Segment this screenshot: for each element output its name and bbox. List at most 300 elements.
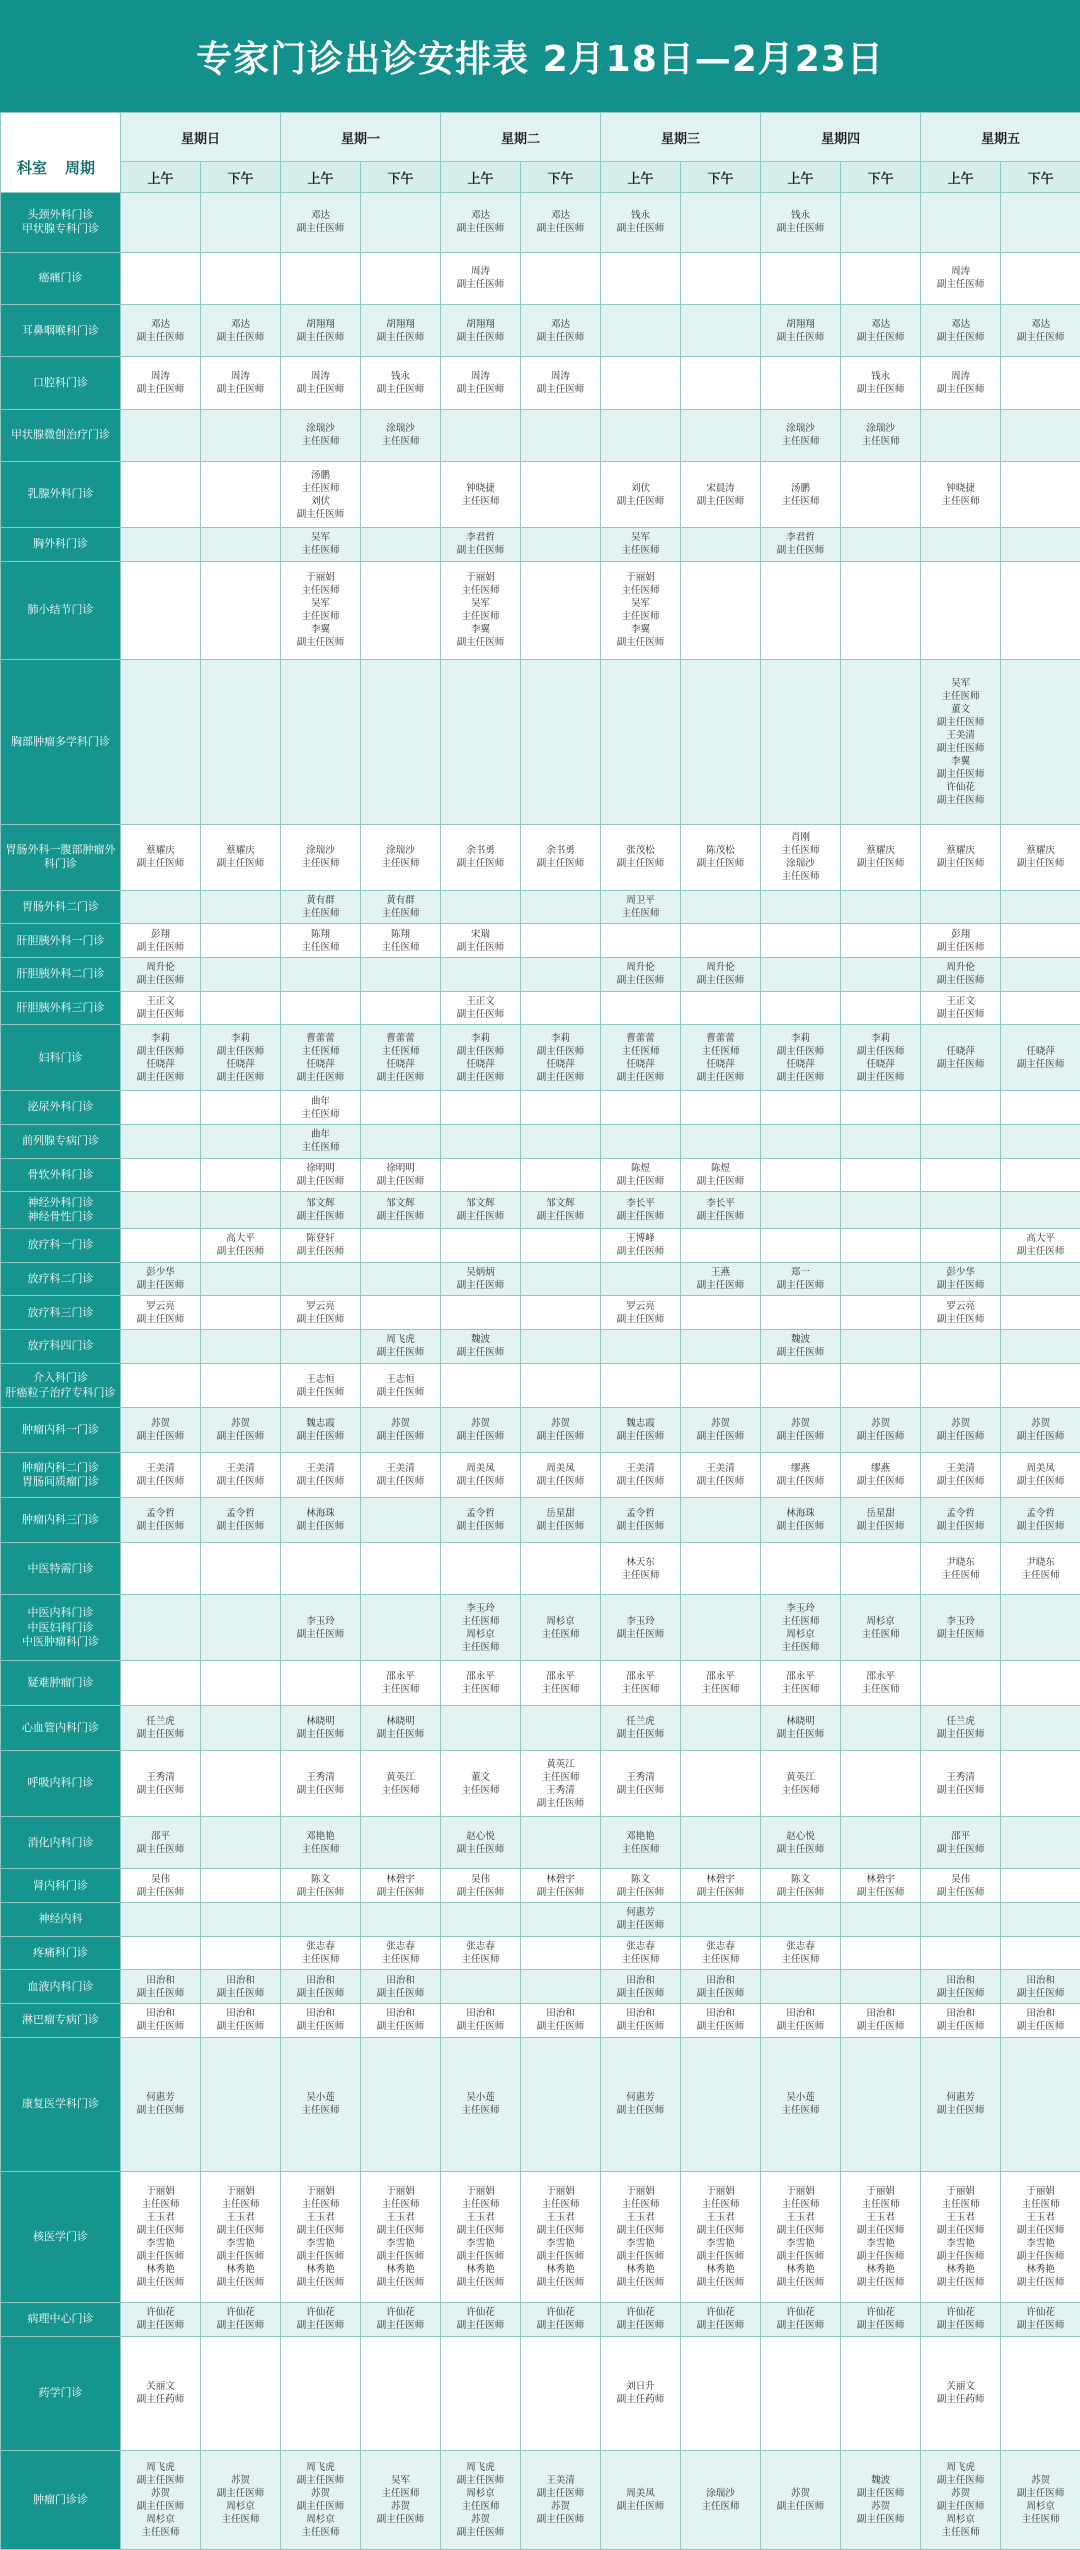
doctor-name: 高大平 bbox=[226, 1233, 255, 1245]
doctor-title: 副主任医师 bbox=[856, 2251, 905, 2263]
doctor-name: 吴军 bbox=[311, 598, 331, 610]
doctor-title: 副主任医师 bbox=[456, 1211, 505, 1223]
doctor-name: 王燕 bbox=[711, 1267, 731, 1279]
doctor-title: 副主任医师 bbox=[696, 1987, 745, 1999]
doctor-title: 副主任医师 bbox=[616, 1476, 665, 1488]
table-row bbox=[1, 1706, 1080, 1751]
doctor-title: 副主任医师 bbox=[456, 1886, 505, 1898]
doctor-title: 副主任医师 bbox=[456, 941, 505, 953]
doctor-title: 副主任医师 bbox=[536, 2251, 585, 2263]
doctor-name: 曲年 bbox=[311, 1095, 331, 1107]
doctor-title: 副主任医师 bbox=[616, 2021, 665, 2033]
am-slot bbox=[601, 2003, 681, 2037]
am-slot bbox=[441, 462, 521, 528]
am-slot bbox=[441, 2303, 521, 2337]
doctor-name: 王秀清 bbox=[306, 1771, 335, 1783]
dept-name: 淋巴瘤专病门诊 bbox=[22, 2013, 99, 2027]
pm-slot bbox=[361, 409, 441, 461]
am-slot bbox=[281, 2003, 361, 2037]
doctor-name: 王志恒 bbox=[386, 1373, 415, 1385]
doctor-name: 许仙花 bbox=[706, 2307, 735, 2319]
pm-slot bbox=[201, 1498, 281, 1543]
doctor-title: 副主任医师 bbox=[1016, 858, 1065, 870]
am-slot bbox=[121, 1262, 201, 1296]
doctor-name: 陈翔 bbox=[391, 928, 411, 940]
dept-cell bbox=[1, 1661, 121, 1706]
pm-slot bbox=[1001, 1869, 1080, 1903]
doctor-name: 高大平 bbox=[1026, 1233, 1055, 1245]
doctor-name: 吴军 bbox=[471, 598, 491, 610]
doctor-name: 涂瑞沙 bbox=[386, 423, 415, 435]
doctor-title: 副主任医师 bbox=[296, 1071, 345, 1083]
doctor-title: 主任医师 bbox=[541, 1628, 580, 1640]
pm-slot bbox=[521, 1262, 601, 1296]
doctor-title: 副主任医师 bbox=[616, 1886, 665, 1898]
dept-cell bbox=[1, 660, 121, 824]
am-slot bbox=[121, 1751, 201, 1817]
am-slot bbox=[921, 2037, 1001, 2172]
doctor-title: 副主任医师 bbox=[696, 1071, 745, 1083]
doctor-name: 李雪艳 bbox=[306, 2238, 335, 2250]
dept-name: 肝胆胰外科二门诊 bbox=[16, 967, 105, 981]
doctor-title: 副主任医师 bbox=[136, 2251, 185, 2263]
am-slot bbox=[281, 528, 361, 562]
pm-slot bbox=[521, 1330, 601, 1364]
doctor-name: 周飞虎 bbox=[386, 1334, 415, 1346]
am-slot bbox=[761, 991, 841, 1025]
pm-slot bbox=[841, 1229, 921, 1263]
am-slot bbox=[121, 1091, 201, 1125]
doctor-name: 岳星甜 bbox=[866, 1508, 895, 1520]
am-slot bbox=[761, 1363, 841, 1408]
doctor-name: 刘伏 bbox=[631, 482, 651, 494]
pm-slot bbox=[521, 2451, 601, 2550]
pm-slot bbox=[521, 1229, 601, 1263]
doctor-name: 周美凤 bbox=[1026, 1463, 1055, 1475]
am-slot bbox=[121, 1869, 201, 1903]
pm-slot bbox=[1001, 2037, 1080, 2172]
pm-slot bbox=[361, 1595, 441, 1661]
am-slot bbox=[121, 2003, 201, 2037]
doctor-title: 主任医师 bbox=[461, 2199, 500, 2211]
am-slot bbox=[601, 2451, 681, 2550]
doctor-title: 副主任医师 bbox=[296, 1431, 345, 1443]
doctor-name: 黄英江 bbox=[546, 1758, 575, 1770]
pm-slot bbox=[841, 924, 921, 958]
table-row bbox=[1, 1262, 1080, 1296]
doctor-title: 副主任医师 bbox=[376, 2251, 425, 2263]
am-slot bbox=[761, 1330, 841, 1364]
doctor-title: 主任医师 bbox=[621, 1045, 660, 1057]
doctor-title: 副主任医师 bbox=[456, 1280, 505, 1292]
doctor-title: 副主任医师 bbox=[376, 1211, 425, 1223]
doctor-title: 主任医师 bbox=[301, 1142, 340, 1154]
pm-slot bbox=[361, 2037, 441, 2172]
doctor-name: 田治和 bbox=[226, 2008, 255, 2020]
pm-slot bbox=[681, 462, 761, 528]
dept-cell bbox=[1, 2336, 121, 2451]
doctor-title: 副主任医师 bbox=[856, 2514, 905, 2526]
dept-cell bbox=[1, 1453, 121, 1498]
pm-slot bbox=[521, 561, 601, 659]
am-slot bbox=[761, 2003, 841, 2037]
doctor-title: 副主任医师 bbox=[536, 1045, 585, 1057]
pm-slot bbox=[361, 1025, 441, 1091]
doctor-name: 王秀清 bbox=[146, 1771, 175, 1783]
table-row bbox=[1, 2303, 1080, 2337]
doctor-title: 副主任医师 bbox=[856, 1476, 905, 1488]
pm-slot bbox=[1001, 409, 1080, 461]
am-slot bbox=[601, 1262, 681, 1296]
am-slot bbox=[761, 561, 841, 659]
doctor-name: 张志春 bbox=[386, 1941, 415, 1953]
doctor-name: 邓达 bbox=[551, 318, 571, 330]
doctor-title: 副主任医师 bbox=[856, 2277, 905, 2289]
doctor-title: 副主任医师 bbox=[776, 1045, 825, 1057]
doctor-title: 副主任医师 bbox=[216, 1045, 265, 1057]
am-slot bbox=[281, 1296, 361, 1330]
am-slot bbox=[761, 1661, 841, 1706]
pm-slot bbox=[841, 957, 921, 991]
pm-slot bbox=[841, 1262, 921, 1296]
doctor-name: 蔡耀庆 bbox=[1026, 845, 1055, 857]
doctor-title: 主任医师 bbox=[461, 2501, 500, 2513]
doctor-name: 李玉玲 bbox=[946, 1615, 975, 1627]
am-slot bbox=[761, 660, 841, 824]
doctor-title: 主任医师 bbox=[541, 1684, 580, 1696]
am-slot bbox=[281, 462, 361, 528]
doctor-title: 副主任医师 bbox=[616, 1175, 665, 1187]
doctor-title: 副主任医师 bbox=[376, 331, 425, 343]
doctor-title: 副主任医师 bbox=[456, 2251, 505, 2263]
doctor-name: 田治和 bbox=[386, 2008, 415, 2020]
doctor-title: 主任医师 bbox=[621, 908, 660, 920]
dept-name: 康复医学科门诊 bbox=[22, 2097, 99, 2111]
doctor-title: 主任医师 bbox=[381, 2488, 420, 2500]
doctor-title: 主任医师 bbox=[461, 1784, 500, 1796]
pm-slot bbox=[841, 1124, 921, 1158]
pm-slot bbox=[361, 1661, 441, 1706]
am-slot bbox=[441, 991, 521, 1025]
pm-slot bbox=[681, 890, 761, 924]
doctor-name: 邓达 bbox=[311, 210, 331, 222]
doctor-title: 主任医师 bbox=[381, 1784, 420, 1796]
doctor-title: 主任医师 bbox=[461, 1684, 500, 1696]
pm-slot bbox=[201, 1262, 281, 1296]
am-header: 上午 bbox=[441, 162, 521, 193]
doctor-name: 田治和 bbox=[706, 2008, 735, 2020]
am-slot bbox=[921, 1817, 1001, 1869]
doctor-name: 任晓萍 bbox=[1026, 1045, 1055, 1057]
am-slot bbox=[121, 924, 201, 958]
doctor-name: 任晓萍 bbox=[786, 1058, 815, 1070]
doctor-title: 副主任医师 bbox=[376, 1071, 425, 1083]
doctor-title: 副主任医师 bbox=[1016, 2225, 1065, 2237]
am-slot bbox=[441, 1936, 521, 1970]
doctor-title: 主任医师 bbox=[621, 585, 660, 597]
dept-name: 核医学门诊 bbox=[33, 2229, 88, 2243]
doctor-title: 主任医师 bbox=[381, 941, 420, 953]
doctor-name: 钟晓捷 bbox=[946, 482, 975, 494]
doctor-name: 周杉京 bbox=[146, 2514, 175, 2526]
doctor-name: 涂瑞沙 bbox=[786, 423, 815, 435]
doctor-title: 副主任医师 bbox=[456, 2320, 505, 2332]
doctor-title: 主任医师 bbox=[381, 436, 420, 448]
pm-slot bbox=[1001, 528, 1080, 562]
doctor-name: 周杉京 bbox=[466, 1628, 495, 1640]
doctor-title: 副主任医师 bbox=[216, 1246, 265, 1258]
doctor-title: 副主任医师 bbox=[536, 2225, 585, 2237]
doctor-name: 缪燕 bbox=[791, 1463, 811, 1475]
doctor-title: 副主任医师 bbox=[936, 742, 985, 754]
doctor-title: 副主任医师 bbox=[136, 1008, 185, 1020]
doctor-name: 孟令哲 bbox=[466, 1508, 495, 1520]
pm-slot bbox=[361, 1543, 441, 1595]
doctor-title: 副主任医师 bbox=[696, 1886, 745, 1898]
doctor-name: 孟令哲 bbox=[1026, 1508, 1055, 1520]
pm-slot bbox=[1001, 924, 1080, 958]
table-row bbox=[1, 1970, 1080, 2004]
doctor-name: 邵平 bbox=[150, 1830, 170, 1842]
doctor-name: 任晓萍 bbox=[386, 1058, 415, 1070]
am-slot bbox=[281, 1229, 361, 1263]
pm-slot bbox=[841, 1498, 921, 1543]
doctor-title: 副主任医师 bbox=[376, 384, 425, 396]
doctor-name: 罗云亮 bbox=[946, 1300, 975, 1312]
doctor-title: 副主任医师 bbox=[856, 858, 905, 870]
doctor-name: 关丽文 bbox=[146, 2381, 175, 2393]
doctor-title: 副主任医师 bbox=[136, 2105, 185, 2117]
doctor-title: 副主任医师 bbox=[856, 1886, 905, 1898]
doctor-name: 李翼 bbox=[311, 624, 331, 636]
pm-slot bbox=[1001, 1158, 1080, 1192]
doctor-name: 邹文辉 bbox=[306, 1198, 335, 1210]
doctor-title: 副主任医师 bbox=[456, 1476, 505, 1488]
am-slot bbox=[921, 1543, 1001, 1595]
dept-name: 骨软外科门诊 bbox=[27, 1167, 94, 1181]
table-row bbox=[1, 1595, 1080, 1661]
doctor-name: 刘日升 bbox=[626, 2381, 655, 2393]
day-header-friday: 星期五 bbox=[921, 113, 1080, 162]
doctor-title: 主任医师 bbox=[541, 2199, 580, 2211]
am-slot bbox=[281, 357, 361, 409]
pm-slot bbox=[681, 2336, 761, 2451]
pm-slot bbox=[841, 2003, 921, 2037]
doctor-name: 王美清 bbox=[146, 1463, 175, 1475]
am-slot bbox=[921, 2451, 1001, 2550]
pm-slot bbox=[681, 561, 761, 659]
doctor-name: 李莉 bbox=[551, 1032, 571, 1044]
pm-header: 下午 bbox=[1001, 162, 1080, 193]
pm-slot bbox=[681, 1970, 761, 2004]
am-slot bbox=[601, 924, 681, 958]
doctor-name: 胡翔翔 bbox=[306, 318, 335, 330]
pm-slot bbox=[841, 357, 921, 409]
doctor-name: 孟令哲 bbox=[946, 1508, 975, 1520]
pm-slot bbox=[1001, 357, 1080, 409]
dept-name: 胸外科门诊 bbox=[33, 537, 88, 551]
doctor-name: 苏贺 bbox=[391, 1418, 411, 1430]
am-slot bbox=[281, 2172, 361, 2303]
doctor-name: 周升伦 bbox=[626, 962, 655, 974]
dept-name: 肾内科门诊 bbox=[33, 1878, 88, 1892]
am-slot bbox=[441, 1363, 521, 1408]
pm-slot bbox=[681, 2003, 761, 2037]
pm-slot bbox=[1001, 1025, 1080, 1091]
doctor-name: 田治和 bbox=[626, 1974, 655, 1986]
am-slot bbox=[601, 1363, 681, 1408]
doctor-name: 陈文 bbox=[631, 1873, 651, 1885]
doctor-title: 副主任医师 bbox=[856, 2320, 905, 2332]
table-row bbox=[1, 2037, 1080, 2172]
dept-cell bbox=[1, 1192, 121, 1229]
am-slot bbox=[761, 1936, 841, 1970]
pm-slot bbox=[361, 528, 441, 562]
doctor-title: 副主任医师 bbox=[376, 1729, 425, 1741]
pm-slot bbox=[521, 1595, 601, 1661]
dept-name: 胃肠外科一腹部肿瘤外科门诊 bbox=[5, 842, 116, 871]
doctor-title: 副主任医师 bbox=[776, 2021, 825, 2033]
doctor-title: 副主任医师 bbox=[136, 331, 185, 343]
am-slot bbox=[441, 1543, 521, 1595]
doctor-name: 胡翔翔 bbox=[386, 318, 415, 330]
am-slot bbox=[441, 528, 521, 562]
am-slot bbox=[921, 357, 1001, 409]
doctor-title: 主任医师 bbox=[621, 1569, 660, 1581]
doctor-title: 主任医师 bbox=[781, 1784, 820, 1796]
am-slot bbox=[921, 1706, 1001, 1751]
doctor-title: 副主任医师 bbox=[616, 1920, 665, 1932]
pm-slot bbox=[841, 1706, 921, 1751]
doctor-title: 副主任医师 bbox=[696, 1211, 745, 1223]
dept-name: 肿瘤内科一门诊 bbox=[22, 1423, 99, 1437]
pm-slot bbox=[521, 252, 601, 304]
doctor-name: 张茂松 bbox=[626, 845, 655, 857]
doctor-title: 副主任医师 bbox=[536, 2021, 585, 2033]
pm-slot bbox=[521, 2303, 601, 2337]
am-slot bbox=[281, 1706, 361, 1751]
doctor-title: 副主任医师 bbox=[296, 508, 345, 520]
pm-slot bbox=[361, 890, 441, 924]
pm-slot bbox=[201, 890, 281, 924]
dept-name: 药学门诊 bbox=[38, 2386, 83, 2400]
pm-slot bbox=[841, 252, 921, 304]
am-slot bbox=[441, 2037, 521, 2172]
dept-name: 消化内科门诊 bbox=[27, 1835, 94, 1849]
doctor-title: 副主任医师 bbox=[696, 1280, 745, 1292]
doctor-title: 副主任医师 bbox=[536, 1797, 585, 1809]
pm-slot bbox=[361, 957, 441, 991]
pm-slot bbox=[521, 660, 601, 824]
dept-name: 头颈外科门诊 bbox=[27, 208, 94, 222]
pm-slot bbox=[201, 561, 281, 659]
doctor-name: 陈翔 bbox=[311, 928, 331, 940]
am-slot bbox=[921, 1498, 1001, 1543]
day-header-wednesday: 星期三 bbox=[601, 113, 761, 162]
pm-slot bbox=[681, 1158, 761, 1192]
table-row bbox=[1, 1869, 1080, 1903]
am-slot bbox=[601, 957, 681, 991]
doctor-title: 副主任药师 bbox=[616, 2394, 665, 2406]
day-header-monday: 星期一 bbox=[281, 113, 441, 162]
dept-cell bbox=[1, 357, 121, 409]
am-slot bbox=[281, 924, 361, 958]
doctor-name: 周杉京 bbox=[1026, 2501, 1055, 2513]
am-slot bbox=[121, 957, 201, 991]
dept-name: 血液内科门诊 bbox=[27, 1979, 94, 1993]
doctor-title: 副主任医师 bbox=[936, 1431, 985, 1443]
dept-name: 放疗科二门诊 bbox=[27, 1271, 94, 1285]
doctor-name: 曲年 bbox=[311, 1129, 331, 1141]
doctor-title: 副主任医师 bbox=[136, 1280, 185, 1292]
am-slot bbox=[601, 1192, 681, 1229]
doctor-name: 田治和 bbox=[946, 2008, 975, 2020]
doctor-title: 副主任医师 bbox=[936, 2501, 985, 2513]
doctor-name: 王志恒 bbox=[306, 1373, 335, 1385]
pm-slot bbox=[681, 1453, 761, 1498]
pm-slot bbox=[361, 2303, 441, 2337]
am-slot bbox=[921, 1330, 1001, 1364]
am-slot bbox=[121, 305, 201, 357]
am-slot bbox=[601, 1408, 681, 1453]
doctor-name: 田治和 bbox=[386, 1974, 415, 1986]
doctor-name: 田治和 bbox=[306, 2008, 335, 2020]
doctor-name: 周涛 bbox=[471, 266, 491, 278]
doctor-title: 副主任医师 bbox=[616, 2105, 665, 2117]
am-slot bbox=[281, 1936, 361, 1970]
pm-slot bbox=[361, 1229, 441, 1263]
doctor-title: 副主任医师 bbox=[1016, 1521, 1065, 1533]
doctor-title: 副主任医师 bbox=[456, 384, 505, 396]
pm-slot bbox=[1001, 462, 1080, 528]
am-slot bbox=[601, 1498, 681, 1543]
doctor-name: 田治和 bbox=[866, 2008, 895, 2020]
am-slot bbox=[601, 1330, 681, 1364]
am-slot bbox=[441, 1817, 521, 1869]
doctor-title: 副主任医师 bbox=[216, 2320, 265, 2332]
am-slot bbox=[761, 193, 841, 253]
am-slot bbox=[121, 528, 201, 562]
am-slot bbox=[761, 1025, 841, 1091]
doctor-name: 周杉京 bbox=[226, 2501, 255, 2513]
pm-slot bbox=[361, 1408, 441, 1453]
doctor-name: 罗云亮 bbox=[146, 1300, 175, 1312]
dept-name: 放疗科三门诊 bbox=[27, 1305, 94, 1319]
doctor-title: 主任医师 bbox=[941, 690, 980, 702]
am-slot bbox=[761, 824, 841, 890]
pm-slot bbox=[521, 991, 601, 1025]
doctor-name: 苏贺 bbox=[391, 2501, 411, 2513]
dept-name: 胃肠外科二门诊 bbox=[22, 899, 99, 913]
pm-slot bbox=[521, 409, 601, 461]
pm-slot bbox=[841, 1363, 921, 1408]
doctor-title: 副主任医师 bbox=[456, 1431, 505, 1443]
pm-slot bbox=[361, 1363, 441, 1408]
pm-slot bbox=[201, 824, 281, 890]
doctor-name: 蔡耀庆 bbox=[866, 845, 895, 857]
pm-slot bbox=[521, 1453, 601, 1498]
doctor-title: 副主任医师 bbox=[776, 2277, 825, 2289]
doctor-name: 何惠芳 bbox=[626, 2092, 655, 2104]
doctor-name: 王正文 bbox=[466, 995, 495, 1007]
am-slot bbox=[761, 2451, 841, 2550]
doctor-name: 李雪艳 bbox=[386, 2238, 415, 2250]
doctor-title: 副主任医师 bbox=[296, 384, 345, 396]
am-slot bbox=[441, 409, 521, 461]
doctor-title: 副主任医师 bbox=[536, 2320, 585, 2332]
schedule-body bbox=[1, 193, 1080, 2550]
table-row bbox=[1, 1498, 1080, 1543]
